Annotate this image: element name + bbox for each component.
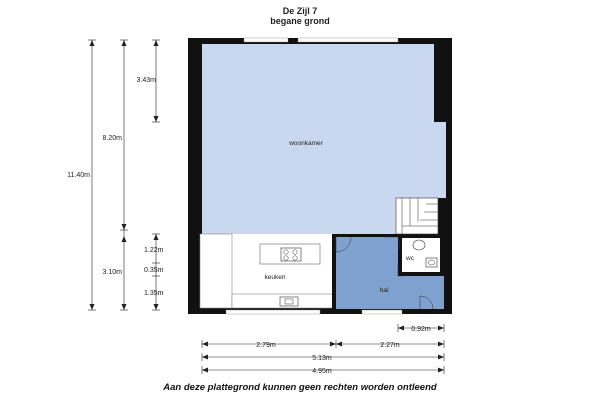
wall-recess: [434, 44, 446, 122]
dim-label-top: 3.43m: [136, 77, 156, 84]
room-label-kitchen: keuken: [264, 274, 286, 281]
dim-label-total-vertical: 11.40m: [67, 172, 90, 179]
washbasin-icon: [426, 258, 437, 267]
window-bottom-left: [226, 310, 320, 314]
hob-icon: [281, 248, 301, 261]
staircase-icon: [396, 198, 438, 234]
dim-label-lower-b: 0.35m: [144, 267, 164, 274]
dim-label-lower-c: 1.35m: [144, 290, 164, 297]
kitchen-counter-left: [200, 234, 232, 308]
dim-label-small: 0.92m: [411, 326, 431, 333]
hall-floor-lower: [398, 276, 444, 309]
dim-label-left: 2.79m: [256, 342, 276, 349]
hall-wall: [332, 234, 336, 310]
hall-floor: [336, 237, 398, 309]
dim-label-total-horizontal: 4.95m: [312, 368, 332, 375]
dim-label-lower: 3.10m: [102, 269, 122, 276]
dim-label-right: 2.27m: [380, 342, 400, 349]
room-label-living: woonkamer: [289, 140, 323, 147]
room-label-hall: hal: [379, 287, 389, 294]
window-top-2: [298, 38, 398, 42]
sink-icon: [280, 297, 298, 306]
plan-title: De Zijl 7: [282, 6, 318, 16]
dim-label-upper: 8.20m: [102, 135, 122, 142]
room-label-toilet: wc: [406, 255, 414, 262]
dim-label-interior: 5.13m: [312, 355, 332, 362]
plan-subtitle: begane grond: [270, 16, 330, 26]
toilet-icon: [413, 240, 425, 250]
window-top: [244, 38, 288, 42]
dim-label-lower-a: 1.22m: [144, 247, 164, 254]
disclaimer-text: Aan deze plattegrond kunnen geen rechten worden ontleend: [163, 382, 437, 393]
window-bottom-right: [362, 310, 402, 314]
